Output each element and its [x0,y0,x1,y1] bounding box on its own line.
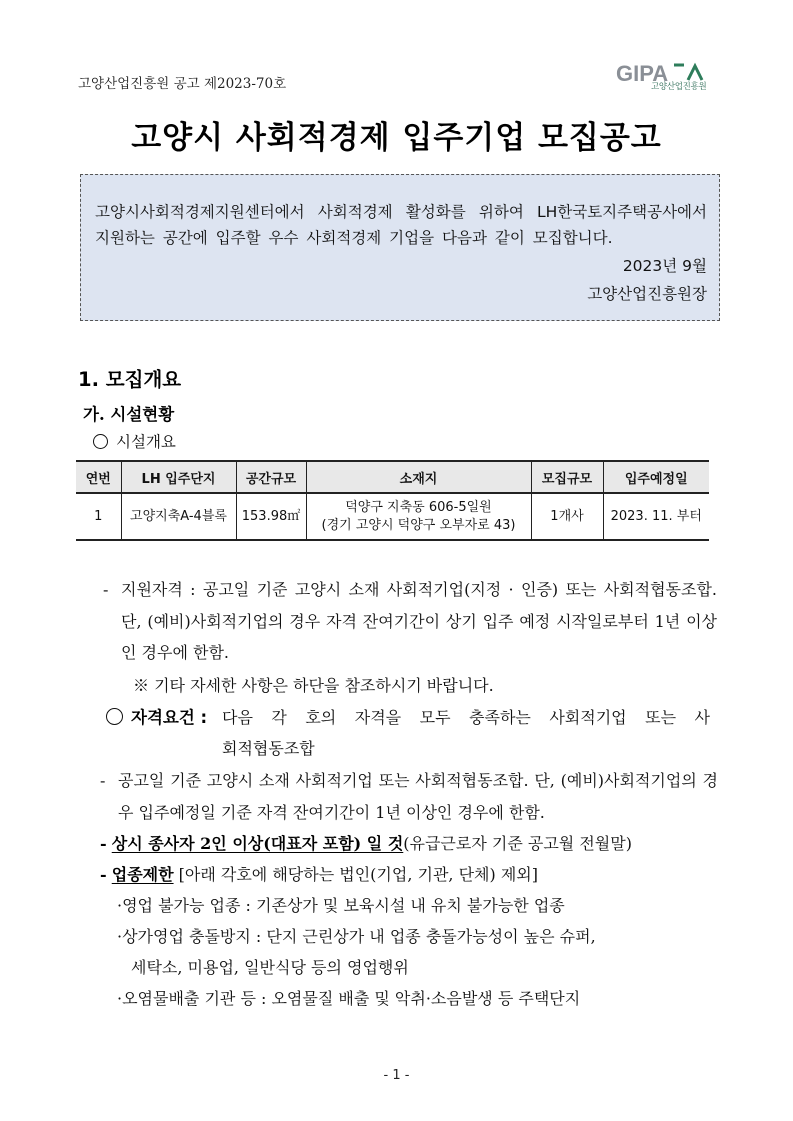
restriction-mark: · [117,927,123,946]
circle-bullet-icon [106,708,123,725]
requirement-item-text: 공고일 기준 고양시 소재 사회적기업 또는 사회적협동조합. 단, (예비)사회적기업의 경우 입주예정일 기준 자격 잔여기간이 1년 이상인 경우에 한함. [118,771,718,822]
section-heading: 1. 모집개요 [78,368,182,391]
restriction-text: 영업 불가능 업종 : 기존상가 및 보육시설 내 유치 불가능한 업종 [122,896,565,915]
table-header-cell: LH 입주단지 [121,461,236,493]
table-header-row [76,461,709,493]
requirement-industry-bold: 업종제한 [111,865,174,884]
address-line-2: (경기 고양시 덕양구 오부자로 43) [321,517,516,533]
restriction-item [117,890,565,922]
gipa-logo-text: GIPA [616,62,669,84]
gipa-logo-subtext: 고양산업진흥원 [651,82,707,92]
notice-issuer: 고양산업진흥원장 [587,285,707,303]
facility-overview-text: 시설개요 [116,433,176,451]
facility-overview-label [93,430,176,452]
table-cell-address [306,493,531,540]
table-cell-no: 1 [76,493,121,540]
circle-bullet-icon [93,434,108,449]
requirements-text-line1 [222,702,710,734]
notice-date: 2023년 9월 [622,257,707,275]
restriction-text-continued: 세탁소, 미용업, 일반식당 등의 영업행위 [131,958,409,977]
table-cell-move-in: 2023. 11. 부터 [603,493,709,540]
table-cell-capacity: 1개사 [531,493,603,540]
table-cell-area: 153.98㎡ [236,493,306,540]
table-header-cell: 공간규모 [236,461,306,493]
table-header-cell: 연번 [76,461,121,493]
table-row [76,493,709,540]
subsection-heading: 가. 시설현황 [83,405,175,424]
eligibility-text: 지원자격 : 공고일 기준 고양시 소재 사회적기업(지정 · 인증) 또는 사회적협동조합. 단, (예비)사회적기업의 경우 자격 잔여기간이 상기 입주 예정 시작일로부터 1년 이상인 경우에 한함. [121,580,717,662]
page-title: 고양시 사회적경제 입주기업 모집공고 [131,120,662,156]
requirement-staff-bold: 상시 종사자 2인 이상(대표자 포함) 일 것 [111,834,404,853]
requirement-dash: - [100,834,107,853]
eligibility-note: ※ 기타 자세한 사항은 하단을 참조하시기 바랍니다. [133,676,494,695]
restriction-mark: · [117,989,123,1008]
table-cell-complex: 고양지축A-4블록 [121,493,236,540]
requirements-text-line1-content: 다음 각 호의 자격을 모두 충족하는 사회적기업 또는 사 [222,708,710,727]
table-header-cell: 입주예정일 [603,461,709,493]
restriction-item [117,921,596,953]
logo-accent-roof [688,66,702,80]
requirement-industry-note: [아래 각호에 해당하는 법인(기업, 기관, 단체) 제외] [178,865,538,884]
page-number: - 1 - [383,1068,410,1083]
table-header-cell: 소재지 [306,461,531,493]
notice-body: 고양시사회적경제지원센터에서 사회적경제 활성화를 위하여 LH한국토지주택공사에서 지원하는 공간에 입주할 우수 사회적경제 기업을 다음과 같이 모집합니다. [95,203,707,247]
notice-box [80,174,720,321]
restriction-mark: · [117,896,123,915]
requirements-text-line2: 회적협동조합 [222,739,315,758]
eligibility-dash: - [103,580,109,599]
restriction-item [117,983,580,1015]
address-line-1: 덕양구 지축동 606-5일원 [345,499,492,515]
requirement-dash: - [100,771,106,790]
requirement-item-industry [100,859,538,891]
facility-table [76,460,709,541]
requirements-heading [106,702,207,734]
requirement-dash: - [100,865,107,884]
requirement-staff-note: (유급근로자 기준 공고월 전월말) [403,834,632,853]
restriction-text: 오염물배출 기관 등 : 오염물질 배출 및 악취·소음발생 등 주택단지 [122,989,581,1008]
requirements-label: 자격요건 : [131,708,208,727]
requirement-item-staff [100,828,632,860]
restriction-text: 상가영업 충돌방지 : 단지 근린상가 내 업종 충돌가능성이 높은 슈퍼, [122,927,596,946]
document-number: 고양산업진흥원 공고 제2023-70호 [78,76,287,92]
table-header-cell: 모집규모 [531,461,603,493]
